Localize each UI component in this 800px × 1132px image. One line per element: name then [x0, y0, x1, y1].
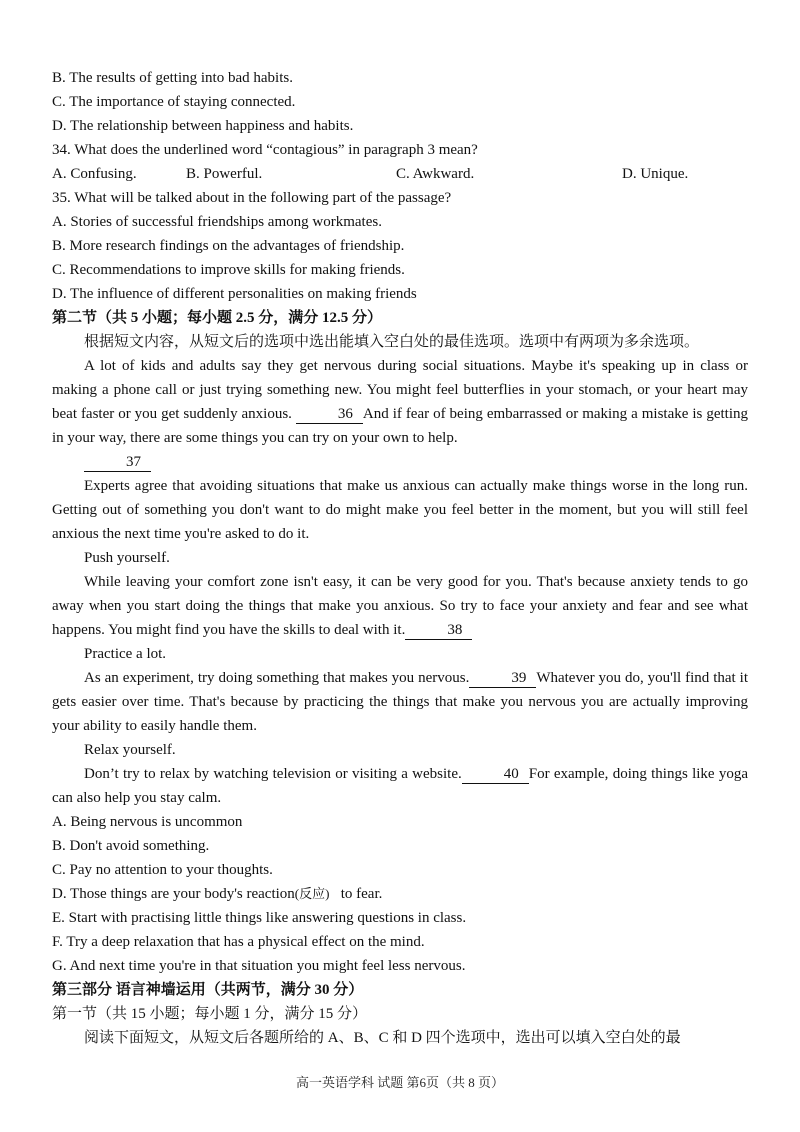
q34-option-c: C. Awkward.	[396, 166, 475, 182]
q34-option-a: A. Confusing.	[52, 166, 137, 182]
heading-practice-a-lot: Practice a lot.	[84, 646, 167, 662]
q35-option-c: C. Recommendations to improve skills for making friends.	[52, 262, 405, 278]
part3-instruction: 阅读下面短文，从短文后各题所给的 A、B、C 和 D 四个选项中，选出可以填入空白处的最	[84, 1030, 681, 1046]
page-footer: 高一英语学科 试题 第6页（共 8 页）	[295, 1075, 504, 1090]
q35-stem: 35. What will be talked about in the following part of the passage?	[52, 190, 452, 206]
q34-option-b: B. Powerful.	[186, 166, 263, 182]
choice-e: E. Start with practising little things like answering questions in class.	[52, 910, 467, 926]
choice-d	[52, 882, 748, 906]
q33-option-d: D. The relationship between happiness and habits.	[52, 118, 354, 134]
part3-section1-title: 第一节（共 15 小题；每小题 1 分，满分 15 分）	[52, 1006, 368, 1022]
blank-37[interactable]: 37	[84, 453, 151, 472]
passage-p4-head: As an experiment, try doing something that makes you nervous.	[84, 670, 470, 686]
page-content	[52, 66, 748, 1050]
passage-p1-tail: And if fear of being embarrassed or making a mistake is getting in your way, there are some things you can try on your own to help.	[52, 406, 748, 446]
passage-paragraph-1	[52, 354, 748, 450]
passage-paragraph-4	[52, 666, 748, 738]
q35-option-a: A. Stories of successful friendships among workmates.	[52, 214, 382, 230]
passage-p5-tail: For example, doing things like yoga can also help you stay calm.	[52, 766, 748, 806]
q35-option-b: B. More research findings on the advantages of friendship.	[52, 238, 405, 254]
q33-option-b: B. The results of getting into bad habits.	[52, 70, 293, 86]
section2-title: 第二节（共 5 小题；每小题 2.5 分，满分 12.5 分）	[52, 310, 383, 326]
q35-option-d: D. The influence of different personalities on making friends	[52, 286, 417, 302]
heading-relax-yourself: Relax yourself.	[84, 742, 176, 758]
passage-p5-head: Don’t try to relax by watching television or visiting a website.	[84, 766, 462, 782]
choice-b: B. Don't avoid something.	[52, 838, 210, 854]
blank-39[interactable]: 39	[469, 669, 536, 688]
passage-p3-text: While leaving your comfort zone isn't easy, it can be very good for you. That's because anxiety tends to go away when you start doing the things that make you anxious. So try to face your anxiety and fear and see what happens. You might find you have the skills to deal with it.	[52, 574, 748, 638]
choice-f: F. Try a deep relaxation that has a physical effect on the mind.	[52, 934, 425, 950]
blank-36[interactable]: 36	[296, 405, 363, 424]
passage-paragraph-5	[52, 762, 748, 810]
blank-40[interactable]: 40	[462, 765, 529, 784]
choice-a: A. Being nervous is uncommon	[52, 814, 243, 830]
blank-37-line	[52, 450, 748, 474]
q34-options	[52, 162, 748, 186]
passage-paragraph-2: Experts agree that avoiding situations that make us anxious can actually make things worse in the long run. Getting out of something you don't want to do might make you feel better in the moment, but you will still feel anxious the next time you're asked to do it.	[52, 478, 748, 542]
q34-stem: 34. What does the underlined word “contagious” in paragraph 3 mean?	[52, 142, 478, 158]
passage-paragraph-3	[52, 570, 748, 642]
choice-d-note: (反应)	[294, 886, 330, 901]
choice-g: G. And next time you're in that situation you might feel less nervous.	[52, 958, 466, 974]
q33-option-c: C. The importance of staying connected.	[52, 94, 296, 110]
passage-p4-tail: Whatever you do, you'll find that it gets easier over time. That's because by practicing the things that make you nervous you are actually improving your ability to easily handle them.	[52, 670, 748, 734]
choice-d-main: D. Those things are your body's reaction	[52, 886, 295, 902]
blank-38[interactable]: 38	[405, 621, 472, 640]
section2-instruction: 根据短文内容，从短文后的选项中选出能填入空白处的最佳选项。选项中有两项为多余选项。	[84, 334, 700, 350]
heading-push-yourself: Push yourself.	[84, 550, 170, 566]
q34-option-d: D. Unique.	[622, 166, 689, 182]
choice-d-tail: to fear.	[340, 886, 383, 902]
passage-p1-text: A lot of kids and adults say they get nervous during social situations. Maybe it's speaking up in class or making a phone call or just trying something new. You might feel butterflies in your stomach, or your heart may beat faster or you get suddenly anxious.	[52, 358, 748, 422]
part3-title: 第三部分 语言神墙运用（共两节，满分 30 分）	[52, 982, 364, 998]
choice-c: C. Pay no attention to your thoughts.	[52, 862, 273, 878]
